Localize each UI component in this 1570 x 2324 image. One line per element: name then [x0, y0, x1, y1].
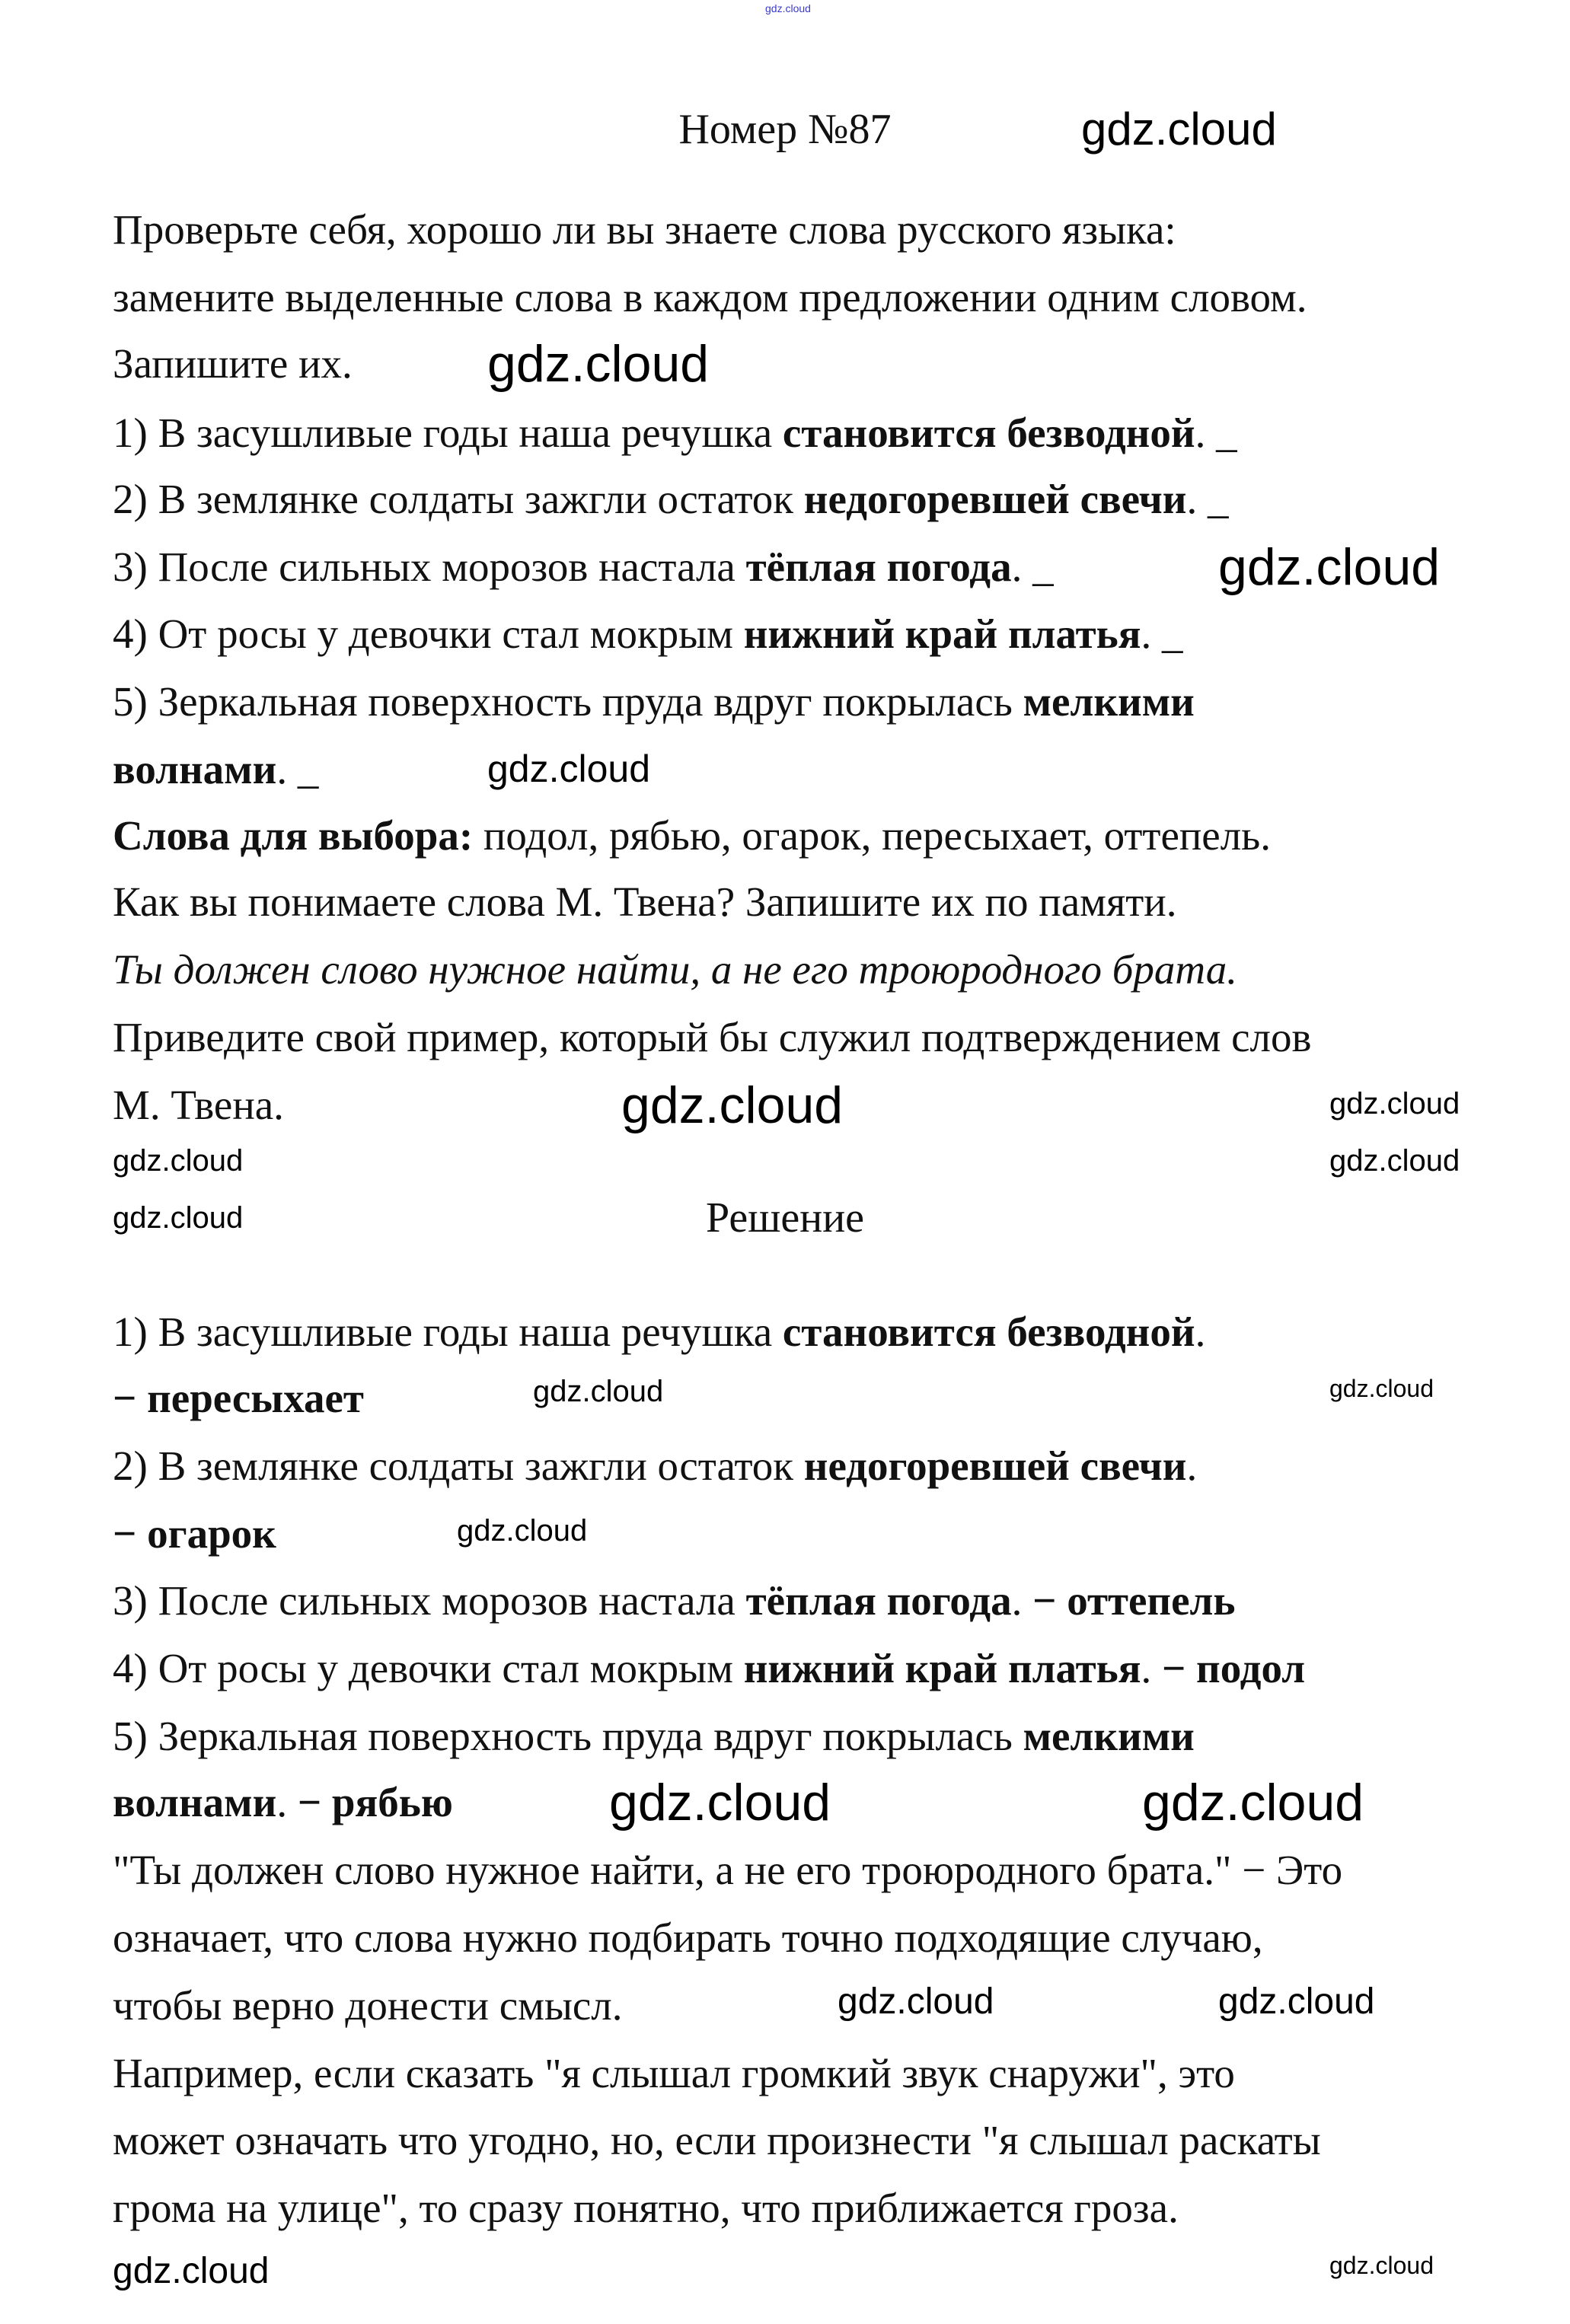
text: 2) В землянке солдаты зажгли остаток — [113, 476, 804, 522]
watermark: gdz.cloud — [487, 335, 710, 393]
bold-text: волнами — [113, 746, 277, 792]
watermark: gdz.cloud — [1142, 1774, 1364, 1831]
task-line — [113, 330, 353, 397]
task-line — [113, 601, 1182, 668]
text: М. Твена. — [113, 1082, 284, 1128]
top-watermark: gdz.cloud — [765, 2, 811, 14]
text: . _ — [1141, 610, 1183, 657]
watermark: gdz.cloud — [621, 1076, 844, 1134]
text: 5) Зеркальная поверхность пруда вдруг покрылась — [113, 678, 1023, 725]
solution-line — [113, 1972, 623, 2039]
text: чтобы верно донести смысл. — [113, 1982, 623, 2029]
text: грома на улице", то сразу понятно, что приближается гроза. — [113, 2185, 1179, 2231]
bold-text: недогоревшей свечи — [803, 476, 1187, 522]
bold-text: нижний край платья — [743, 610, 1141, 657]
bold-text: тёплая погода — [745, 544, 1012, 590]
text: . — [1011, 1577, 1033, 1624]
text: 1) В засушливые годы наша речушка — [113, 410, 783, 456]
task-line — [113, 736, 318, 803]
watermark: gdz.cloud — [1329, 2252, 1434, 2279]
watermark: gdz.cloud — [838, 1981, 994, 2022]
text: . — [1186, 1443, 1198, 1489]
watermark: gdz.cloud — [113, 1144, 244, 1178]
italic-text: Ты должен слово нужное найти, а не его троюродного брата. — [113, 946, 1238, 993]
watermark: gdz.cloud — [1329, 1144, 1460, 1178]
bold-text: − огарок — [113, 1510, 276, 1557]
bold-text: тёплая погода — [745, 1577, 1012, 1624]
task-line — [113, 1004, 1311, 1071]
task-line — [113, 196, 1176, 263]
text: 4) От росы у девочки стал мокрым — [113, 1645, 744, 1691]
watermark: gdz.cloud — [609, 1774, 831, 1831]
text: подол, рябью, огарок, пересыхает, оттепель. — [473, 812, 1271, 859]
watermark: gdz.cloud — [1081, 104, 1277, 155]
text: 3) После сильных морозов настала — [113, 544, 746, 590]
bold-text: становится безводной — [782, 410, 1195, 456]
bold-text: − оттепель — [1032, 1577, 1236, 1624]
text: . _ — [1186, 476, 1229, 522]
task-title: Номер №87 — [678, 106, 892, 153]
task-line — [113, 802, 1271, 869]
bold-text: − пересыхает — [113, 1375, 364, 1421]
task-line — [113, 466, 1228, 533]
text: 3) После сильных морозов настала — [113, 1577, 746, 1624]
task-line — [113, 936, 1237, 1003]
text: Как вы понимаете слова М. Твена? Запишите их по памяти. — [113, 878, 1177, 925]
bold-text: недогоревшей свечи — [803, 1443, 1187, 1489]
text: 1) В засушливые годы наша речушка — [113, 1309, 783, 1355]
solution-title: Решение — [705, 1194, 865, 1242]
task-line — [113, 264, 1307, 331]
text: Проверьте себя, хорошо ли вы знаете слова русского языка: — [113, 206, 1176, 253]
solution-line — [113, 2040, 1235, 2107]
bold-text: мелкими — [1023, 1713, 1195, 1759]
task-line — [113, 534, 1054, 601]
text: Запишите их. — [113, 340, 353, 387]
solution-line — [113, 1703, 1195, 1770]
text: . _ — [276, 746, 319, 792]
bold-text: мелкими — [1023, 678, 1195, 725]
watermark: gdz.cloud — [487, 748, 651, 790]
task-line — [113, 668, 1195, 735]
text: . — [276, 1779, 298, 1825]
text: "Ты должен слово нужное найти, а не его троюродного брата." − Это — [113, 1847, 1343, 1893]
text: . — [1195, 1309, 1206, 1355]
solution-line — [113, 1299, 1205, 1366]
text: . _ — [1011, 544, 1054, 590]
watermark: gdz.cloud — [1218, 538, 1441, 596]
bold-text: волнами — [113, 1779, 277, 1825]
watermark: gdz.cloud — [1329, 1087, 1460, 1121]
bold-text: − рябью — [297, 1779, 453, 1825]
watermark: gdz.cloud — [113, 1201, 244, 1235]
text: означает, что слова нужно подбирать точно подходящие случаю, — [113, 1914, 1263, 1961]
bold-text: Слова для выбора: — [113, 812, 474, 859]
bold-text: − подол — [1161, 1645, 1306, 1691]
text: . _ — [1195, 410, 1237, 456]
solution-line — [113, 2175, 1179, 2242]
text: 5) Зеркальная поверхность пруда вдруг покрылась — [113, 1713, 1023, 1759]
task-line — [113, 869, 1176, 936]
text: 4) От росы у девочки стал мокрым — [113, 610, 744, 657]
text: Например, если сказать "я слышал громкий звук снаружи", это — [113, 2050, 1235, 2096]
text: замените выделенные слова в каждом предложении одним словом. — [113, 274, 1307, 320]
task-line — [113, 400, 1237, 467]
bold-text: нижний край платья — [743, 1645, 1141, 1691]
text: может означать что угодно, но, если произнести "я слышал раскаты — [113, 2117, 1321, 2163]
bold-text: становится безводной — [782, 1309, 1195, 1355]
solution-line — [113, 1567, 1235, 1634]
solution-line — [113, 2107, 1321, 2174]
solution-line — [113, 1769, 453, 1836]
watermark: gdz.cloud — [1329, 1375, 1434, 1402]
solution-line — [113, 1837, 1342, 1904]
watermark: gdz.cloud — [113, 2251, 270, 2291]
solution-line — [113, 1635, 1305, 1702]
task-line — [113, 1072, 284, 1139]
watermark: gdz.cloud — [533, 1375, 664, 1408]
text: . — [1141, 1645, 1162, 1691]
solution-line — [113, 1905, 1263, 1972]
solution-line — [113, 1365, 364, 1432]
text: Приведите свой пример, который бы служил подтверждением слов — [113, 1014, 1312, 1060]
watermark: gdz.cloud — [1218, 1981, 1375, 2022]
text: 2) В землянке солдаты зажгли остаток — [113, 1443, 804, 1489]
watermark: gdz.cloud — [457, 1514, 588, 1548]
solution-line — [113, 1433, 1197, 1500]
solution-line — [113, 1500, 276, 1567]
